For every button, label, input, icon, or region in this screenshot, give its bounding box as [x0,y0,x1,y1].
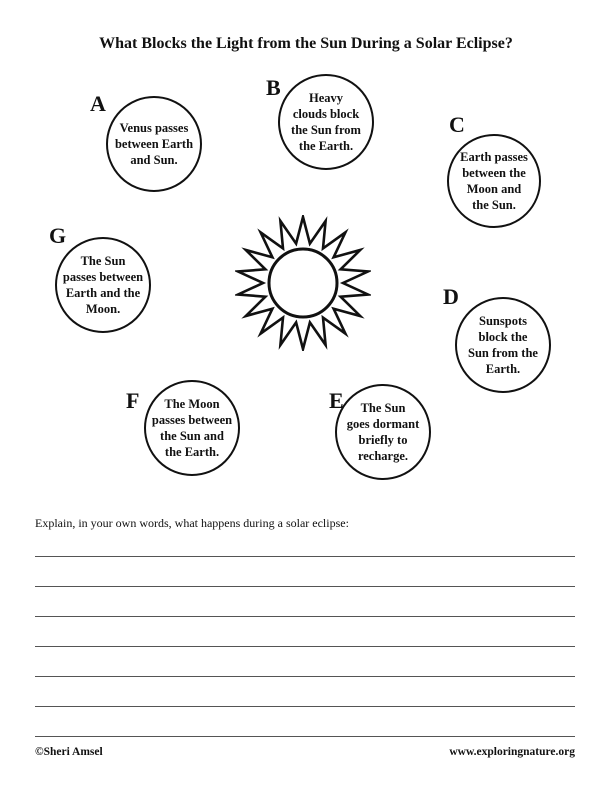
option-b-letter: B [266,75,281,100]
option-f-text: The Moon passes between the Sun and the Earth. [151,397,233,459]
website-link[interactable]: www.exploringnature.org [449,746,575,758]
worksheet-title: What Blocks the Light from the Sun During a Solar Eclipse? [99,35,513,52]
answer-line[interactable] [35,586,575,587]
option-b-text: Heavy clouds block the Sun from the Earth. [291,91,361,153]
option-g-bubble [55,237,151,333]
option-c-bubble [447,134,541,228]
answer-line[interactable] [35,556,575,557]
option-a-text: Venus passes between Earth and Sun. [114,121,194,167]
option-c-letter: C [449,112,465,137]
option-c-text: Earth passes between the Moon and the Sun. [460,150,528,212]
answer-line[interactable] [35,616,575,617]
option-f-bubble [144,380,240,476]
option-g-text: The Sun passes between Earth and the Moon. [62,254,144,316]
option-b-bubble [278,74,374,170]
option-e-bubble [335,384,431,480]
answer-line[interactable] [35,736,575,737]
option-a-bubble [106,96,202,192]
option-e-text: The Sun goes dormant briefly to recharge. [346,401,420,463]
writing-prompt: Explain, in your own words, what happens during a solar eclipse: [35,516,349,530]
copyright-text: ©Sheri Amsel [35,746,103,758]
option-f-letter: F [126,388,140,413]
option-d-letter: D [443,284,459,309]
option-d-bubble [455,297,551,393]
answer-line[interactable] [35,646,575,647]
option-a-letter: A [90,91,106,116]
answer-line[interactable] [35,676,575,677]
option-g-letter: G [49,223,67,248]
sun-icon [235,215,371,351]
option-e-letter: E [329,388,344,413]
option-d-text: Sunspots block the Sun from the Earth. [468,314,538,376]
answer-line[interactable] [35,706,575,707]
